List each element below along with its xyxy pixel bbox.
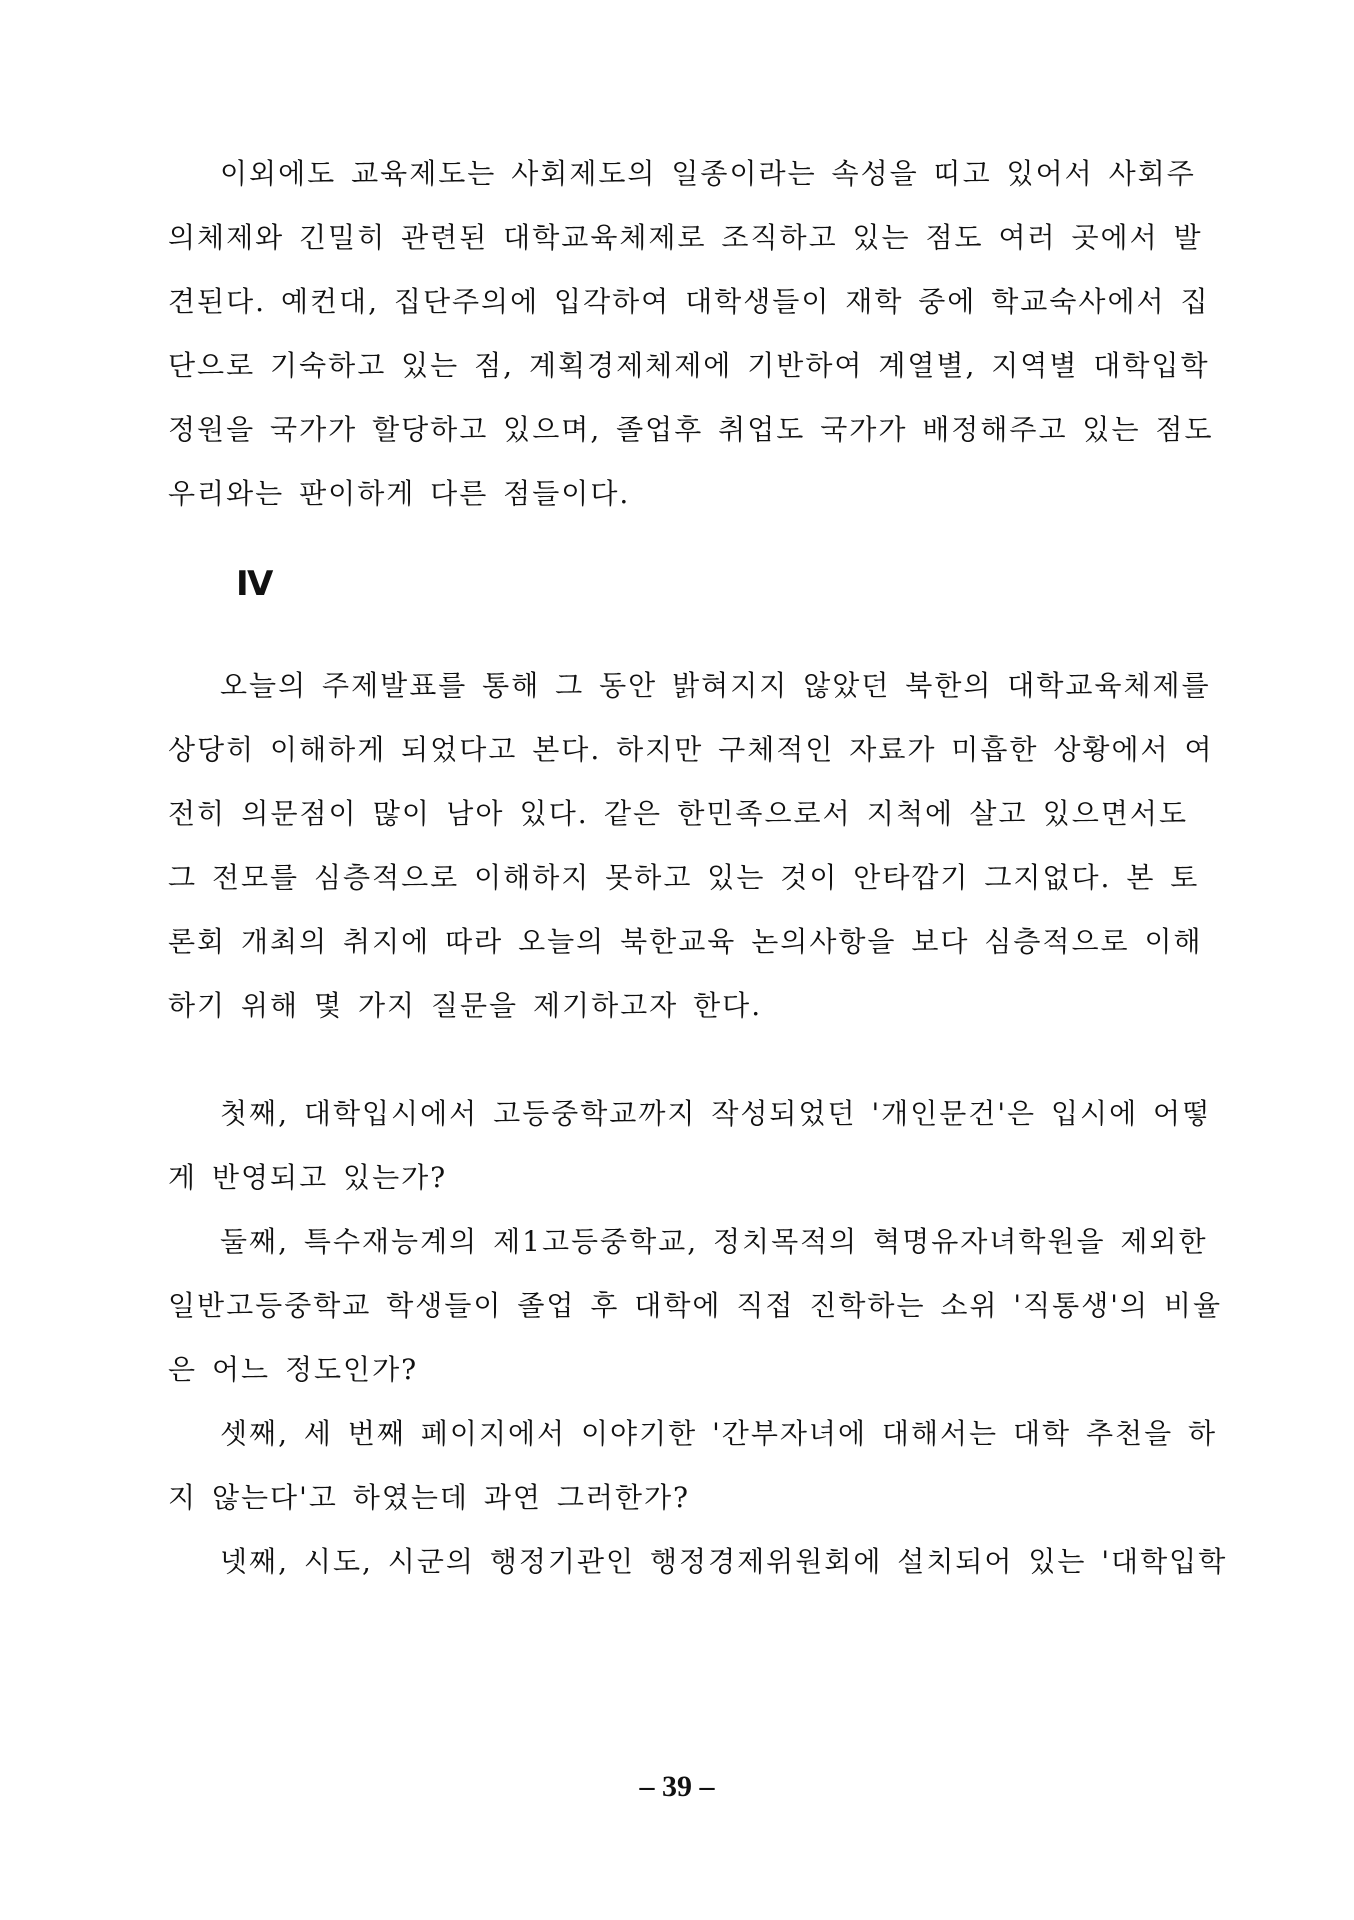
paragraph-line: 그 전모를 심층적으로 이해하지 못하고 있는 것이 안타깝기 그지없다. 본 토 [168, 861, 1200, 894]
paragraph-line: 이외에도 교육제도는 사회제도의 일종이라는 속성을 띠고 있어서 사회주 [220, 157, 1196, 190]
question-list [168, 1082, 1228, 1594]
question-line: 은 어느 정도인가? [168, 1353, 419, 1386]
question-line: 일반고등중학교 학생들이 졸업 후 대학에 직접 진학하는 소위 '직통생'의 비율 [168, 1289, 1222, 1322]
paragraph-line: 정원을 국가가 할당하고 있으며, 졸업후 취업도 국가가 배정해주고 있는 점도 [168, 413, 1214, 446]
question-line: 넷째, 시도, 시군의 행정기관인 행정경제위원회에 설치되어 있는 '대학입학 [220, 1545, 1228, 1578]
question-line: 게 반영되고 있는가? [168, 1161, 448, 1194]
paragraph-line: 단으로 기숙하고 있는 점, 계획경제체제에 기반하여 계열별, 지역별 대학입학 [168, 349, 1210, 382]
page-number: – 39 – [639, 1770, 715, 1803]
paragraph-education-system [168, 142, 1214, 526]
section-heading: Ⅳ [236, 564, 275, 604]
paragraph-line: 의체제와 긴밀히 관련된 대학교육체제로 조직하고 있는 점도 여러 곳에서 발 [168, 221, 1203, 254]
question-line: 셋째, 세 번째 페이지에서 이야기한 '간부자녀에 대해서는 대학 추천을 하 [220, 1417, 1218, 1450]
question-line: 지 않는다'고 하였는데 과연 그러한가? [168, 1481, 691, 1514]
paragraph-line: 전히 의문점이 많이 남아 있다. 같은 한민족으로서 지척에 살고 있으면서도 [168, 797, 1188, 830]
question-line: 둘째, 특수재능계의 제1고등중학교, 정치목적의 혁명유자녀학원을 제외한 [220, 1225, 1208, 1258]
question-line: 첫째, 대학입시에서 고등중학교까지 작성되었던 '개인문건'은 입시에 어떻 [220, 1097, 1212, 1130]
paragraph-line: 오늘의 주제발표를 통해 그 동안 밝혀지지 않았던 북한의 대학교육체제를 [220, 669, 1211, 702]
paragraph-line: 견된다. 예컨대, 집단주의에 입각하여 대학생들이 재학 중에 학교숙사에서 집 [168, 285, 1210, 318]
paragraph-line: 상당히 이해하게 되었다고 본다. 하지만 구체적인 자료가 미흡한 상황에서 여 [168, 733, 1214, 766]
paragraph-line: 우리와는 판이하게 다른 점들이다. [168, 477, 631, 510]
paragraph-line: 론회 개최의 취지에 따라 오늘의 북한교육 논의사항을 보다 심층적으로 이해 [168, 925, 1203, 958]
paragraph-line: 하기 위해 몇 가지 질문을 제기하고자 한다. [168, 989, 763, 1022]
paragraph-discussion [168, 654, 1214, 1038]
